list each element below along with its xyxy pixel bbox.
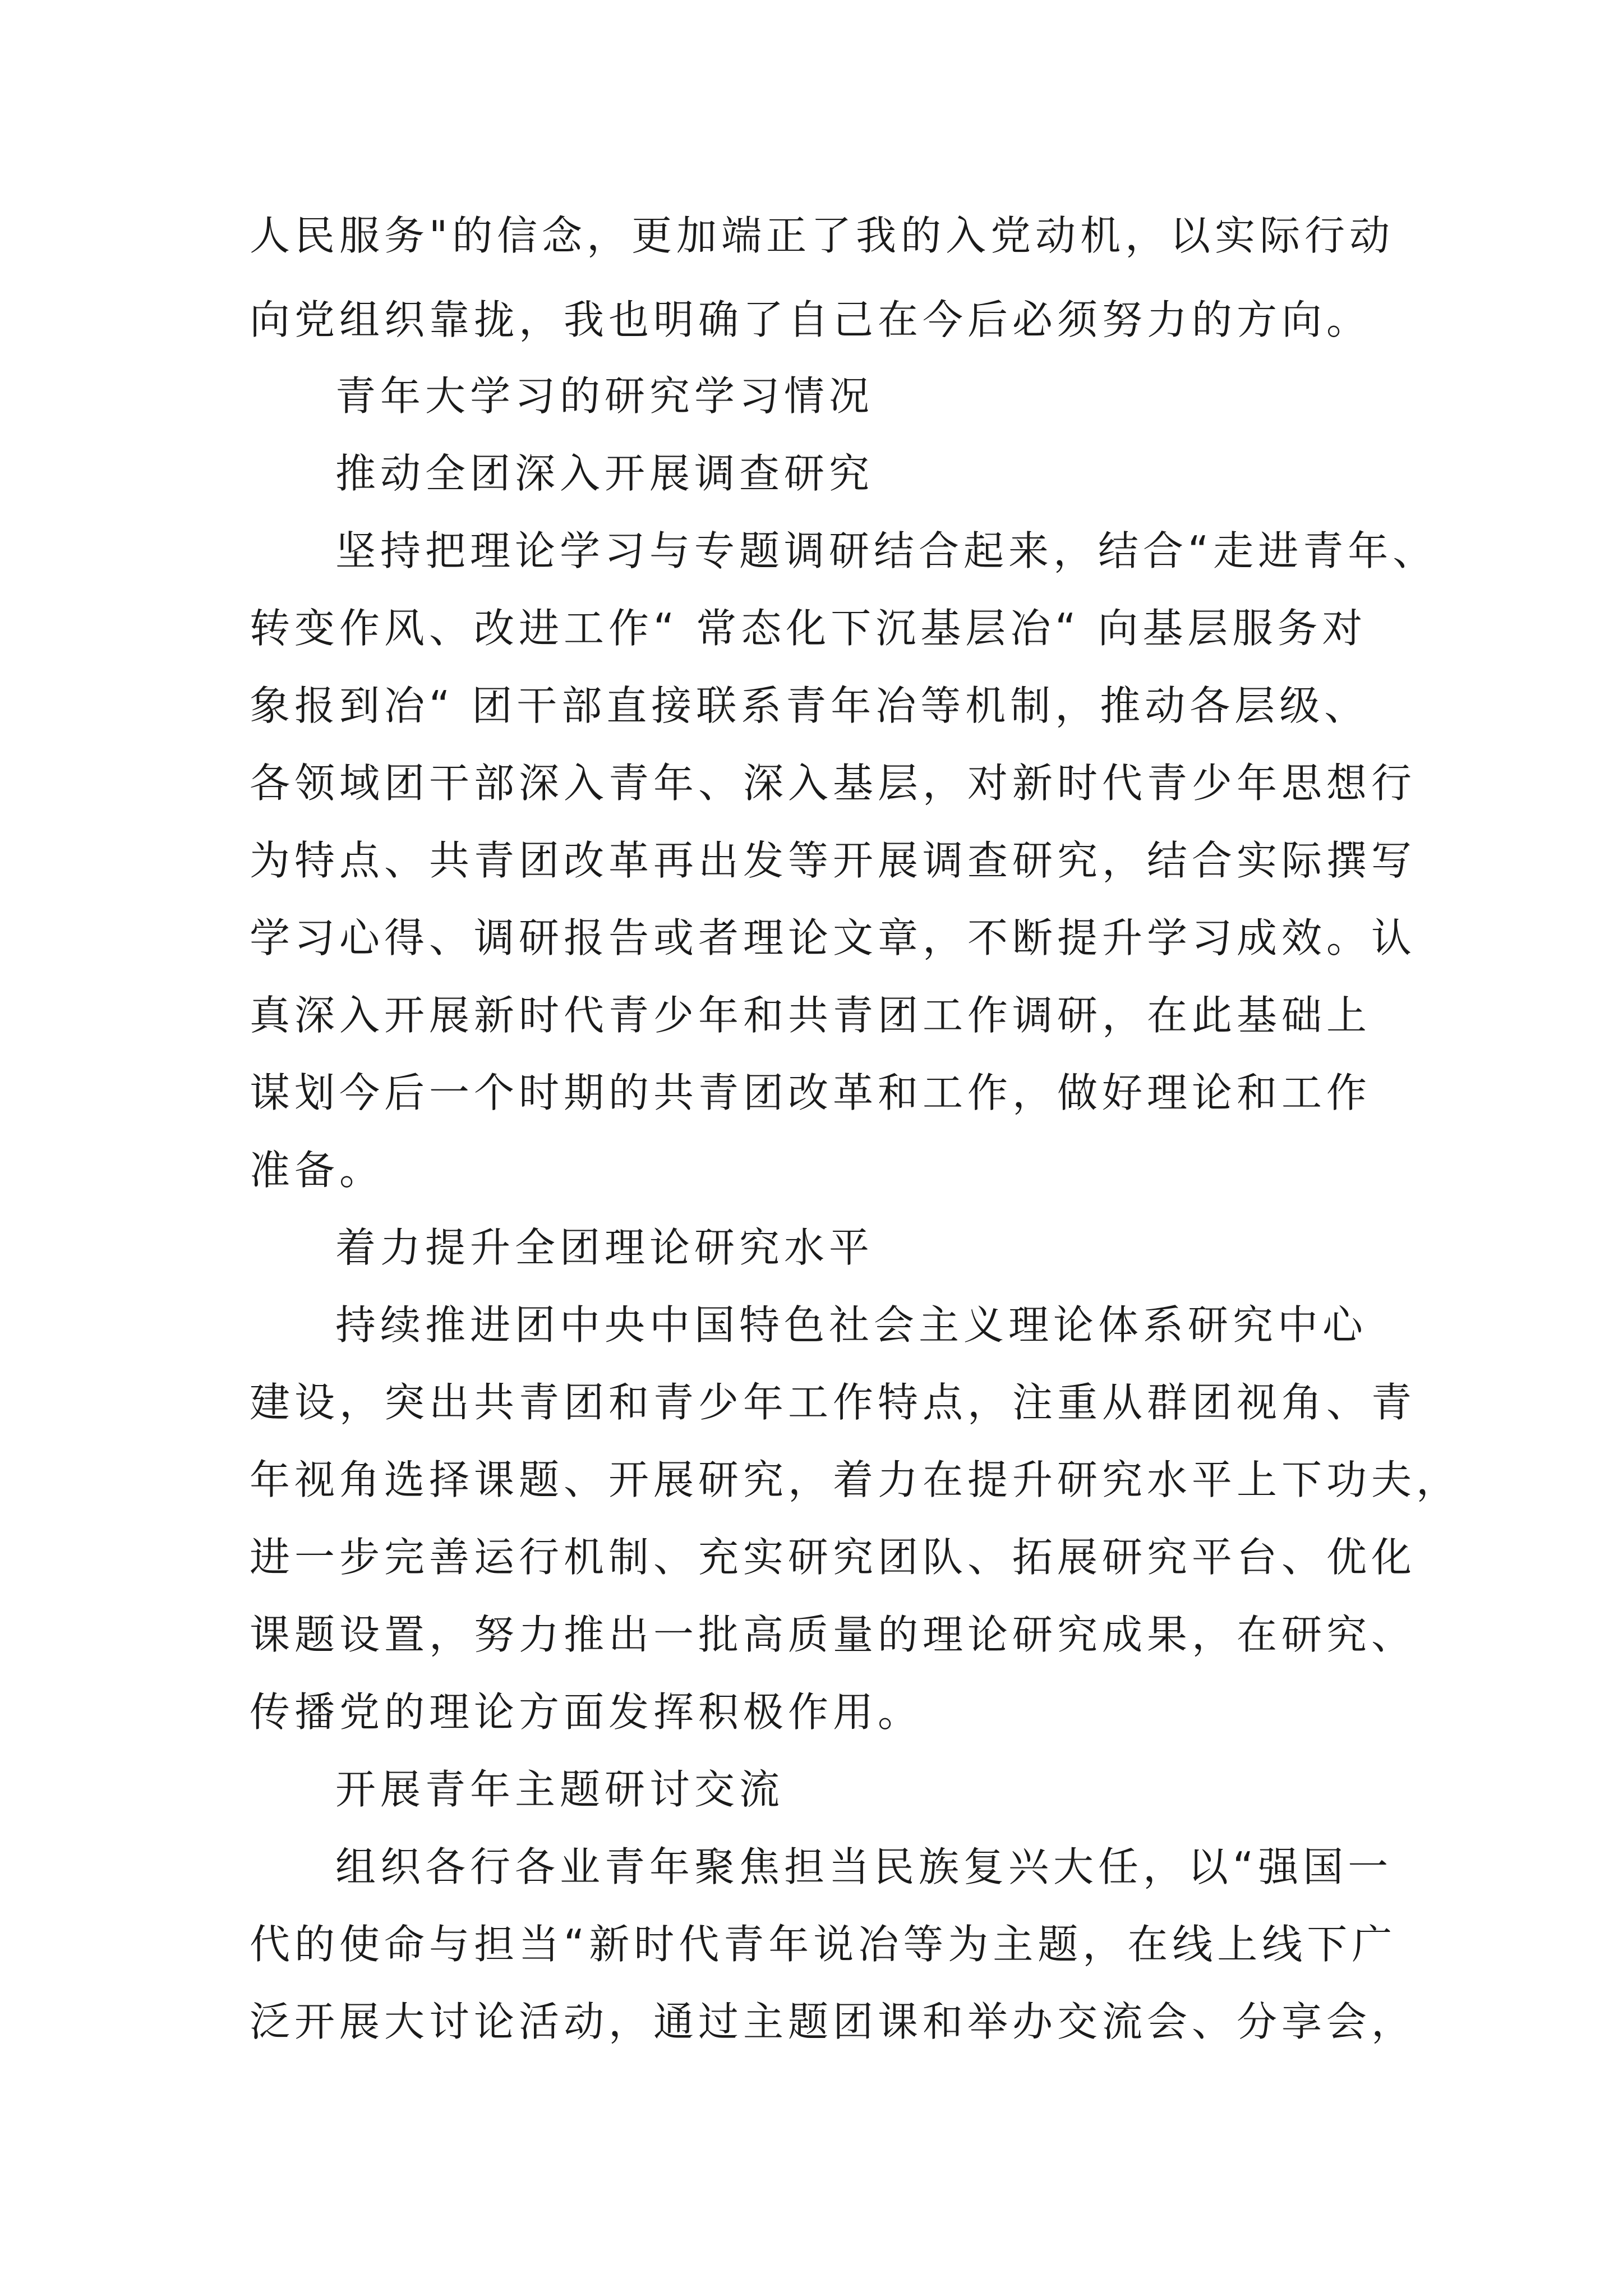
- body-line: 年视角选择课题、开展研究，着力在提升研究水平上下功夫，: [250, 1456, 1461, 1503]
- body-line: 转变作风、改进工作“ 常态化下沉基层冶“ 向基层服务对: [250, 605, 1367, 652]
- body-line: 为特点、共青团改革再出发等开展调查研究，结合实际撰写: [250, 837, 1417, 884]
- paragraph-first-line: 持续推进团中央中国特色社会主义理论体系研究中心: [335, 1301, 1368, 1349]
- body-line: 真深入开展新时代青少年和共青团工作调研，在此基础上: [250, 992, 1372, 1039]
- paragraph-first-line: 坚持把理论学习与专题调研结合起来，结合“走进青年、: [335, 527, 1438, 574]
- body-line: 象报到冶“ 团干部直接联系青年冶等机制，推动各层级、: [250, 682, 1370, 729]
- body-line: 泛开展大讨论活动，通过主题团课和举办交流会、分享会，: [250, 1998, 1417, 2045]
- section-heading: 开展青年主题研讨交流: [335, 1766, 785, 1813]
- paragraph-first-line: 组织各行各业青年聚焦担当民族复兴大任，以“强国一: [335, 1843, 1393, 1890]
- section-heading: 推动全团深入开展调查研究: [335, 450, 874, 497]
- body-line: 代的使命与担当“新时代青年说冶等为主题，在线上线下广: [250, 1921, 1397, 1968]
- body-line: 学习心得、调研报告或者理论文章，不断提升学习成效。认: [250, 914, 1417, 961]
- body-line: 传播党的理论方面发挥积极作用。: [250, 1688, 923, 1736]
- body-line: 建设，突出共青团和青少年工作特点，注重从群团视角、青: [250, 1379, 1417, 1426]
- body-line: 课题设置，努力推出一批高质量的理论研究成果，在研究、: [250, 1611, 1417, 1658]
- body-line: 各领域团干部深入青年、深入基层，对新时代青少年思想行: [250, 760, 1417, 807]
- section-heading: 青年大学习的研究学习情况: [335, 372, 874, 420]
- body-line: 准备。: [250, 1147, 385, 1194]
- body-line: 谋划今后一个时期的共青团改革和工作，做好理论和工作: [250, 1069, 1372, 1116]
- section-heading: 着力提升全团理论研究水平: [335, 1224, 874, 1271]
- body-line: 人民服务"的信念，更加端正了我的入党动机，以实际行动: [250, 212, 1395, 259]
- body-line: 向党组织靠拢，我也明确了自己在今后必须努力的方向。: [250, 296, 1372, 343]
- body-line: 进一步完善运行机制、充实研究团队、拓展研究平台、优化: [250, 1534, 1417, 1581]
